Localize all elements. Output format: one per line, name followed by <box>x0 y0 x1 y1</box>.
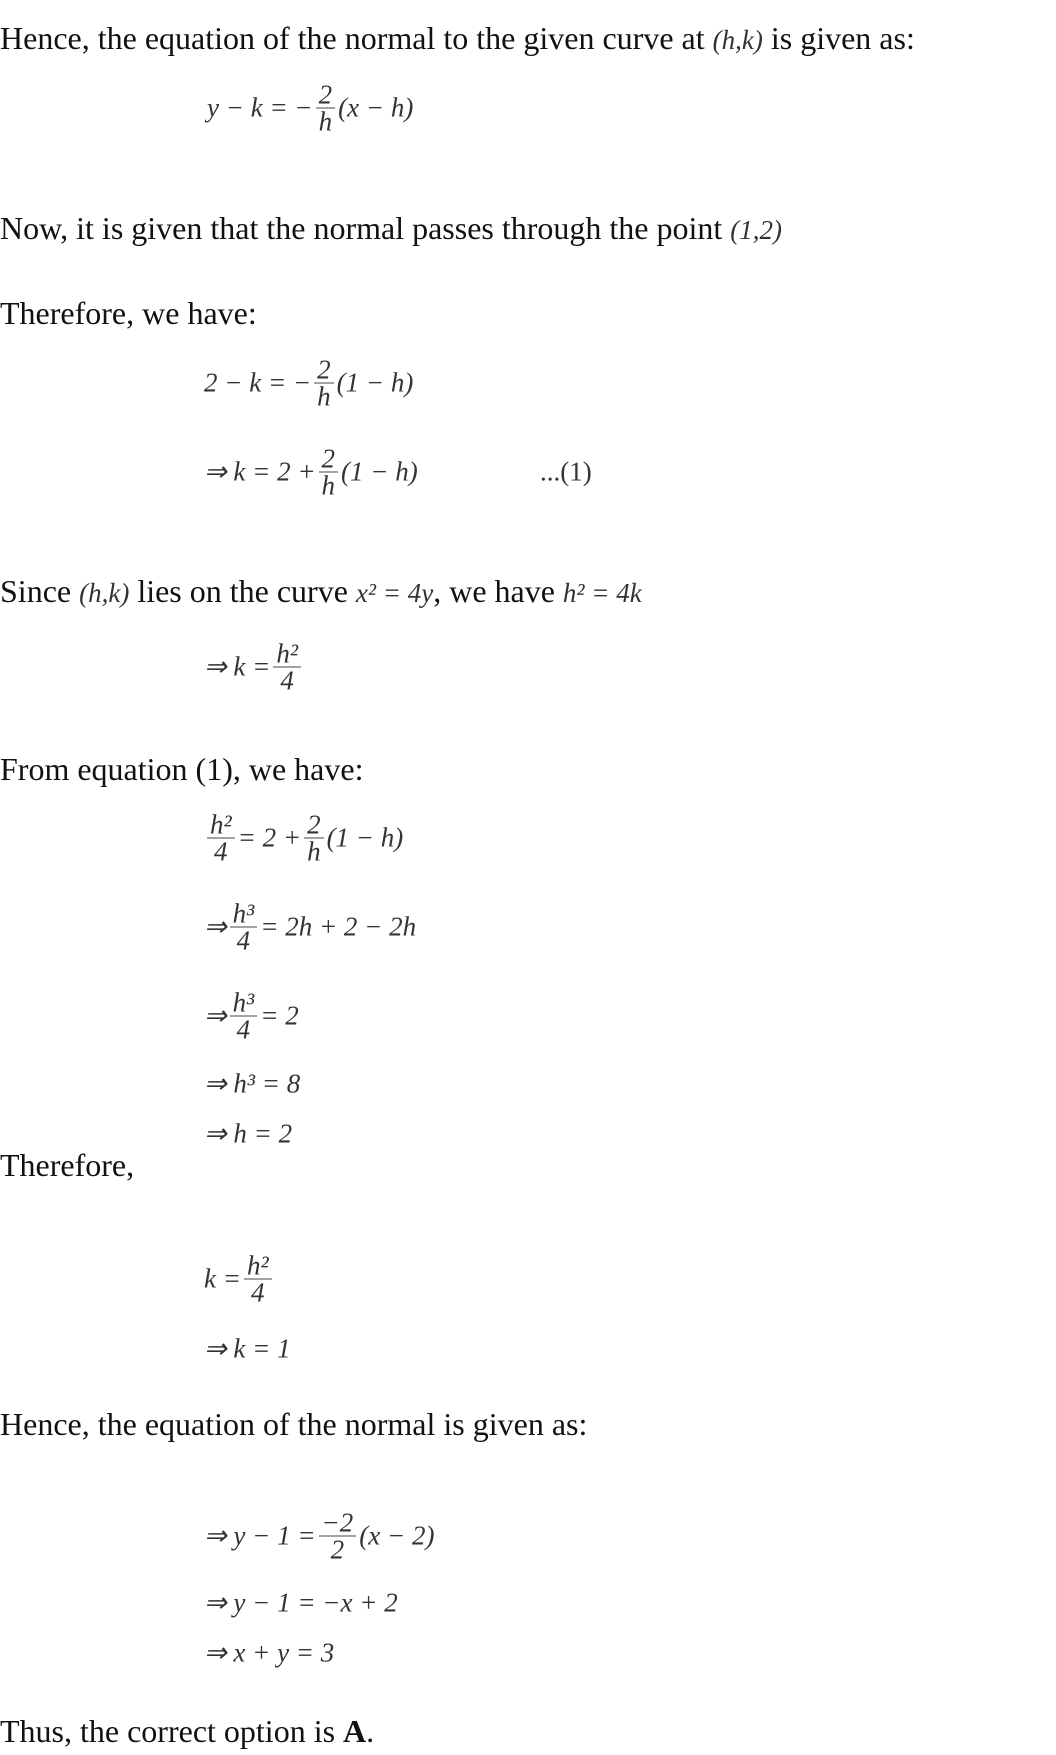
denominator: h <box>318 106 333 137</box>
equation-8: ⇒ h³ = 8 <box>204 1068 301 1099</box>
fraction <box>230 898 258 956</box>
fraction <box>319 443 339 501</box>
denominator: 4 <box>251 1277 265 1308</box>
eq-lhs: ⇒ k = <box>204 651 271 682</box>
denominator: 4 <box>236 925 251 956</box>
equation-12 <box>204 1507 435 1565</box>
numerator: 2 <box>304 812 324 839</box>
numerator: h² <box>244 1253 272 1280</box>
text: lies on the curve <box>129 573 356 609</box>
numerator: h² <box>207 812 235 839</box>
fraction <box>314 354 334 412</box>
therefore-line: Therefore, we have: <box>0 295 257 331</box>
eq-rhs: (x − 2) <box>359 1520 435 1551</box>
eq-rhs: = 2 <box>260 1000 299 1031</box>
equation-14: ⇒ x + y = 3 <box>204 1637 335 1668</box>
eq-lhs: k = <box>204 1263 241 1294</box>
numerator: h² <box>273 641 301 668</box>
normal-point-line <box>0 210 782 248</box>
text: . <box>366 1713 375 1749</box>
numerator: 2 <box>316 82 336 109</box>
fraction <box>207 809 235 867</box>
denominator: 2 <box>330 1534 345 1565</box>
numerator: −2 <box>319 1510 357 1537</box>
denominator: 4 <box>280 665 294 696</box>
eq-lhs: ⇒ y − 1 = <box>204 1520 316 1551</box>
hence-line: Hence, the equation of the normal is given as: <box>0 1406 588 1442</box>
fraction <box>319 1507 357 1565</box>
numerator: 2 <box>319 446 339 473</box>
fraction <box>316 79 336 137</box>
text: Hence, the equation of the normal to the given curve at <box>0 20 713 56</box>
eq-lhs: ⇒ k = 2 + <box>204 456 316 487</box>
equation-13: ⇒ y − 1 = −x + 2 <box>204 1587 398 1618</box>
eq-lhs: 2 − k = − <box>204 367 312 398</box>
eq-rhs: (1 − h) <box>336 367 414 398</box>
eq-mid: = 2 + <box>237 822 302 853</box>
eq-lhs: y − k = − <box>207 92 313 123</box>
numerator: h³ <box>230 990 258 1017</box>
denominator: 4 <box>236 1014 251 1045</box>
fraction <box>230 987 258 1045</box>
relation: h² = 4k <box>562 578 642 608</box>
equation-normal <box>207 79 414 137</box>
from-equation-line: From equation (1), we have: <box>0 751 364 787</box>
equation-6 <box>204 898 417 956</box>
denominator: 4 <box>214 836 228 867</box>
equation-7 <box>204 987 299 1045</box>
therefore-line-2: Therefore, <box>0 1147 135 1183</box>
point-hk: (h,k) <box>712 25 763 55</box>
text: is given as: <box>762 20 915 56</box>
text: , we have <box>433 573 563 609</box>
equation-5 <box>204 809 404 867</box>
conclusion-line <box>0 1713 374 1749</box>
point-hk: (h,k) <box>79 578 130 608</box>
fraction <box>273 638 301 696</box>
eq-lhs: ⇒ <box>204 1000 227 1031</box>
eq-rhs: (1 − h) <box>341 456 418 487</box>
fraction <box>304 809 324 867</box>
text: Since <box>0 573 80 609</box>
equation-2 <box>204 354 414 412</box>
point-12: (1,2) <box>730 215 782 245</box>
denominator: h <box>307 836 321 867</box>
numerator: 2 <box>314 357 334 384</box>
fraction <box>244 1250 272 1308</box>
curve-line <box>0 573 642 611</box>
equation-9: ⇒ h = 2 <box>204 1118 293 1149</box>
denominator: h <box>321 470 336 501</box>
text: Thus, the correct option is <box>0 1713 344 1749</box>
text: Now, it is given that the normal passes through the point <box>0 210 731 246</box>
curve-equation: x² = 4y <box>355 578 434 608</box>
eq-rhs: (1 − h) <box>326 822 404 853</box>
denominator: h <box>317 381 331 412</box>
answer: A <box>343 1713 367 1749</box>
equation-4 <box>204 638 304 696</box>
equation-11: ⇒ k = 1 <box>204 1333 291 1364</box>
intro-line <box>0 20 915 58</box>
eq-rhs: = 2h + 2 − 2h <box>260 911 417 942</box>
equation-tag: ...(1) <box>540 456 592 487</box>
equation-3 <box>204 443 418 501</box>
numerator: h³ <box>230 901 258 928</box>
equation-10 <box>204 1250 275 1308</box>
eq-lhs: ⇒ <box>204 911 227 942</box>
eq-rhs: (x − h) <box>338 92 414 123</box>
